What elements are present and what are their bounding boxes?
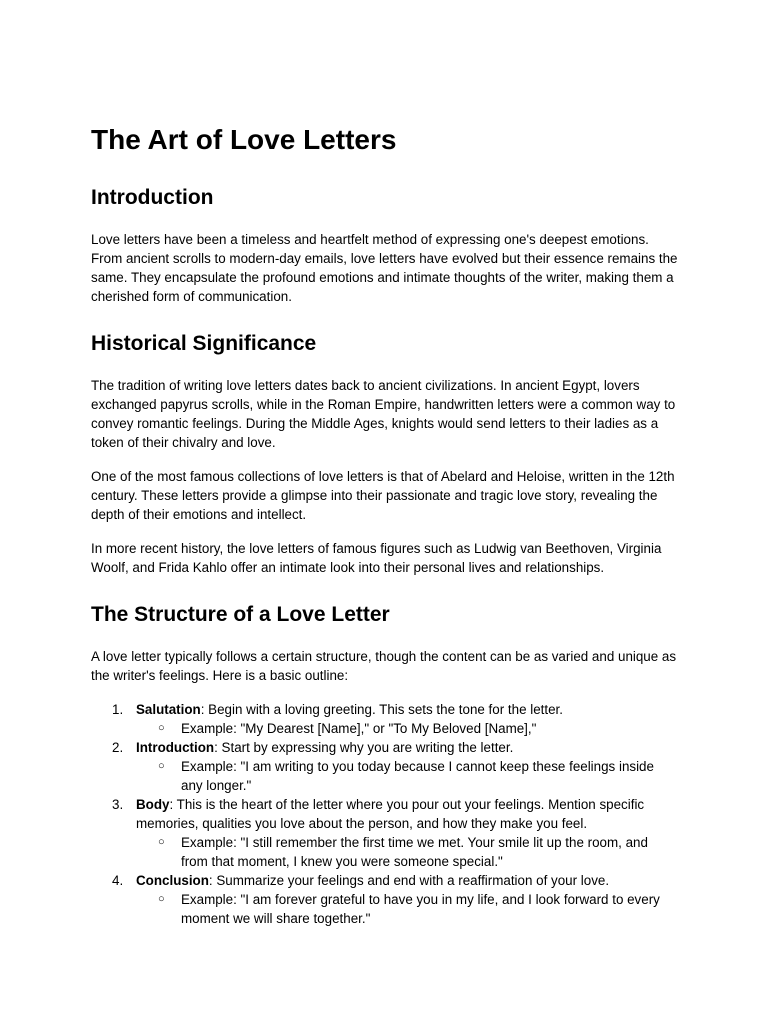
section-structure [91, 601, 678, 928]
section-heading-historical-significance: Historical Significance [91, 332, 317, 355]
list-item-text: : Start by expressing why you are writing the letter. [214, 740, 514, 755]
list-item [91, 795, 678, 871]
hollow-circle-bullet-icon: ○ [158, 722, 165, 734]
list-item-text: : This is the heart of the letter where you pour out your feelings. Mention specific memories, qualities you love about the person, and how they make you feel. [136, 797, 645, 831]
hollow-circle-bullet-icon: ○ [158, 893, 165, 905]
example-list [136, 757, 678, 795]
example-list [136, 833, 678, 871]
example-item [136, 833, 678, 871]
historical-paragraph-3: In more recent history, the love letters of famous figures such as Ludwig van Beethoven, Virginia Woolf, and Frida Kahlo offer an intimate look into their personal lives and relationships. [91, 541, 662, 575]
list-item-number: 3. [112, 797, 124, 812]
section-heading-introduction: Introduction [91, 186, 214, 209]
example-list [136, 719, 678, 738]
list-item-term: Introduction [136, 740, 215, 755]
hollow-circle-bullet-icon: ○ [158, 760, 165, 772]
example-text: Example: "My Dearest [Name]," or "To My Beloved [Name]," [181, 721, 537, 736]
document-title: The Art of Love Letters [91, 124, 397, 155]
list-item-term: Body [136, 797, 170, 812]
example-item [136, 890, 678, 928]
list-item-term: Conclusion [136, 873, 209, 888]
example-item [136, 719, 678, 738]
list-item-number: 4. [112, 873, 124, 888]
historical-paragraph-2: One of the most famous collections of love letters is that of Abelard and Heloise, written in the 12th century. These letters provide a glimpse into their passionate and tragic love story, revealing the depth of their emotions and intellect. [91, 469, 675, 522]
section-introduction [91, 184, 678, 306]
introduction-paragraph: Love letters have been a timeless and heartfelt method of expressing one's deepest emotions. From ancient scrolls to modern-day emails, love letters have evolved but their essence remains the same. They encapsulate the profound emotions and intimate thoughts of the writer, making them a cherished form of communication. [91, 232, 678, 304]
list-item-number: 2. [112, 740, 124, 755]
section-historical-significance [91, 330, 678, 577]
section-heading-structure: The Structure of a Love Letter [91, 603, 390, 626]
list-item-text: : Summarize your feelings and end with a reaffirmation of your love. [208, 873, 610, 888]
structure-outline-list [91, 700, 678, 928]
hollow-circle-bullet-icon: ○ [158, 836, 165, 848]
list-item [91, 871, 678, 928]
historical-paragraph-1: The tradition of writing love letters dates back to ancient civilizations. In ancient Egypt, lovers exchanged papyrus scrolls, while in the Roman Empire, handwritten letters were a common way to convey romantic feelings. During the Middle Ages, knights would send letters to their ladies as a token of their chivalry and love. [91, 378, 676, 450]
list-item-text: : Begin with a loving greeting. This sets the tone for the letter. [200, 702, 563, 717]
example-text: Example: "I am forever grateful to have you in my life, and I look forward to every moment we will share together." [181, 892, 660, 926]
example-text: Example: "I still remember the first time we met. Your smile lit up the room, and from that moment, I knew you were someone special." [181, 835, 648, 869]
list-item-number: 1. [112, 702, 124, 717]
list-item [91, 738, 678, 795]
example-item [136, 757, 678, 795]
structure-intro-paragraph: A love letter typically follows a certain structure, though the content can be as varied and unique as the writer's feelings. Here is a basic outline: [91, 649, 677, 683]
list-item-term: Salutation [136, 702, 201, 717]
example-text: Example: "I am writing to you today because I cannot keep these feelings inside any longer." [181, 759, 654, 793]
list-item [91, 700, 678, 738]
example-list [136, 890, 678, 928]
